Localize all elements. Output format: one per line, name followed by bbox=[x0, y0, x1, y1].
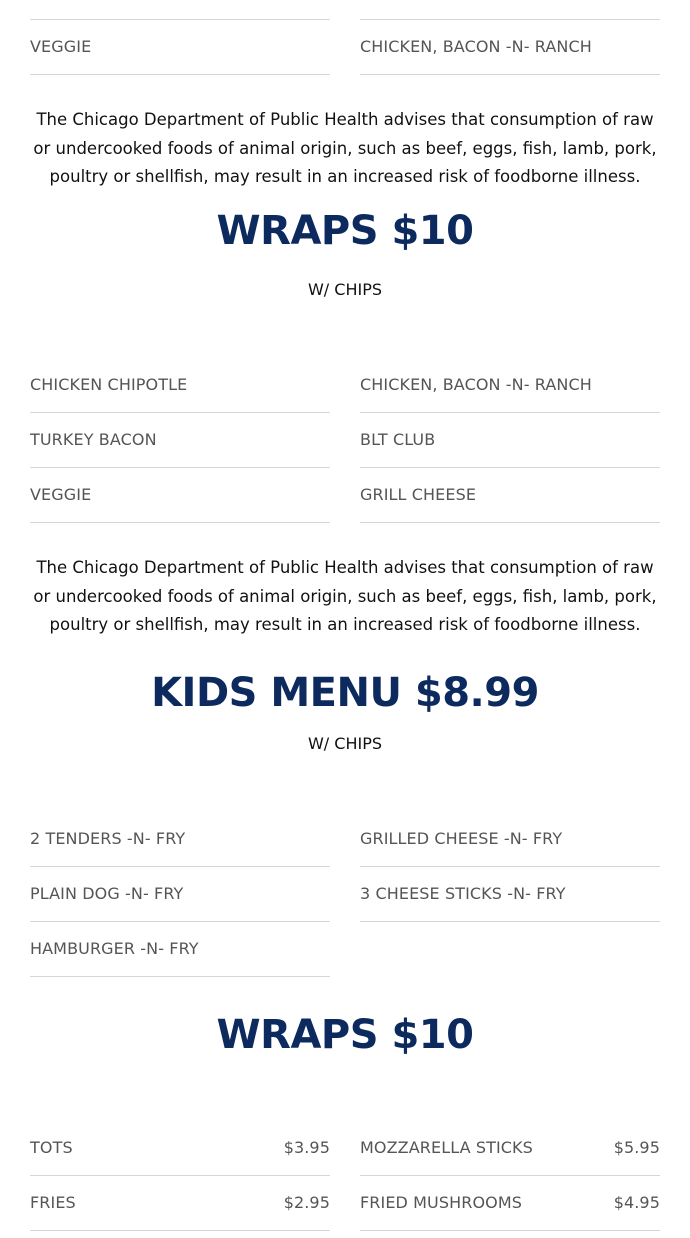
menu-item bbox=[30, 1121, 330, 1176]
menu-item bbox=[360, 468, 660, 523]
menu-item bbox=[30, 867, 330, 922]
menu-item-divider bbox=[30, 0, 330, 20]
menu-item-divider bbox=[360, 0, 660, 20]
section-subtitle-kids: W/ CHIPS bbox=[307, 734, 383, 753]
menu-item bbox=[30, 20, 330, 75]
menu-item-name: FRIES bbox=[30, 1193, 76, 1212]
menu-item-name: HAMBURGER -N- FRY bbox=[30, 939, 199, 958]
section-title-kids: KIDS MENU $8.99 bbox=[151, 670, 539, 716]
menu-item-name: 3 CHEESE STICKS -N- FRY bbox=[360, 884, 566, 903]
menu-item bbox=[30, 922, 330, 977]
menu-item-name: GRILL CHEESE bbox=[360, 485, 477, 504]
menu-item-price: $5.95 bbox=[613, 1138, 660, 1157]
health-notice: The Chicago Department of Public Health advises that consumption of raw or undercooked foods of animal origin, such as beef, eggs, fish, lamb, pork, poultry or shellfish, may result in an increased risk of foodborne illness. bbox=[33, 110, 657, 186]
menu-item-price: $4.95 bbox=[613, 1193, 660, 1212]
menu-item-name: CHICKEN CHIPOTLE bbox=[30, 375, 188, 394]
section-title-sides: WRAPS $10 bbox=[216, 1012, 474, 1058]
menu-item bbox=[360, 812, 660, 867]
section-subtitle-wraps: W/ CHIPS bbox=[307, 280, 383, 299]
menu-item bbox=[30, 413, 330, 468]
menu-item bbox=[360, 1176, 660, 1231]
menu-item-name: 2 TENDERS -N- FRY bbox=[30, 829, 186, 848]
menu-item-name: VEGGIE bbox=[30, 37, 92, 56]
menu-item-name: CHICKEN, BACON -N- RANCH bbox=[360, 37, 592, 56]
menu-item bbox=[30, 1176, 330, 1231]
menu-item bbox=[360, 867, 660, 922]
menu-item-name: BLT CLUB bbox=[360, 430, 436, 449]
menu-item bbox=[360, 20, 660, 75]
menu-item bbox=[360, 1121, 660, 1176]
menu-item bbox=[30, 812, 330, 867]
menu-item-name: TURKEY BACON bbox=[30, 430, 157, 449]
health-notice: The Chicago Department of Public Health advises that consumption of raw or undercooked foods of animal origin, such as beef, eggs, fish, lamb, pork, poultry or shellfish, may result in an increased risk of foodborne illness. bbox=[33, 558, 657, 634]
menu-item-name: MOZZARELLA STICKS bbox=[360, 1138, 533, 1157]
menu-item bbox=[360, 413, 660, 468]
menu-item-name: PLAIN DOG -N- FRY bbox=[30, 884, 184, 903]
menu-item-price: $2.95 bbox=[283, 1193, 330, 1212]
section-title-wraps: WRAPS $10 bbox=[216, 208, 474, 254]
menu-item-price: $3.95 bbox=[283, 1138, 330, 1157]
menu-item bbox=[30, 468, 330, 523]
menu-item-name: FRIED MUSHROOMS bbox=[360, 1193, 523, 1212]
menu-item-name: CHICKEN, BACON -N- RANCH bbox=[360, 375, 592, 394]
menu-item-name: VEGGIE bbox=[30, 485, 92, 504]
menu-item bbox=[360, 358, 660, 413]
menu-item-name: GRILLED CHEESE -N- FRY bbox=[360, 829, 563, 848]
menu-item-name: TOTS bbox=[30, 1138, 73, 1157]
menu-item bbox=[30, 358, 330, 413]
